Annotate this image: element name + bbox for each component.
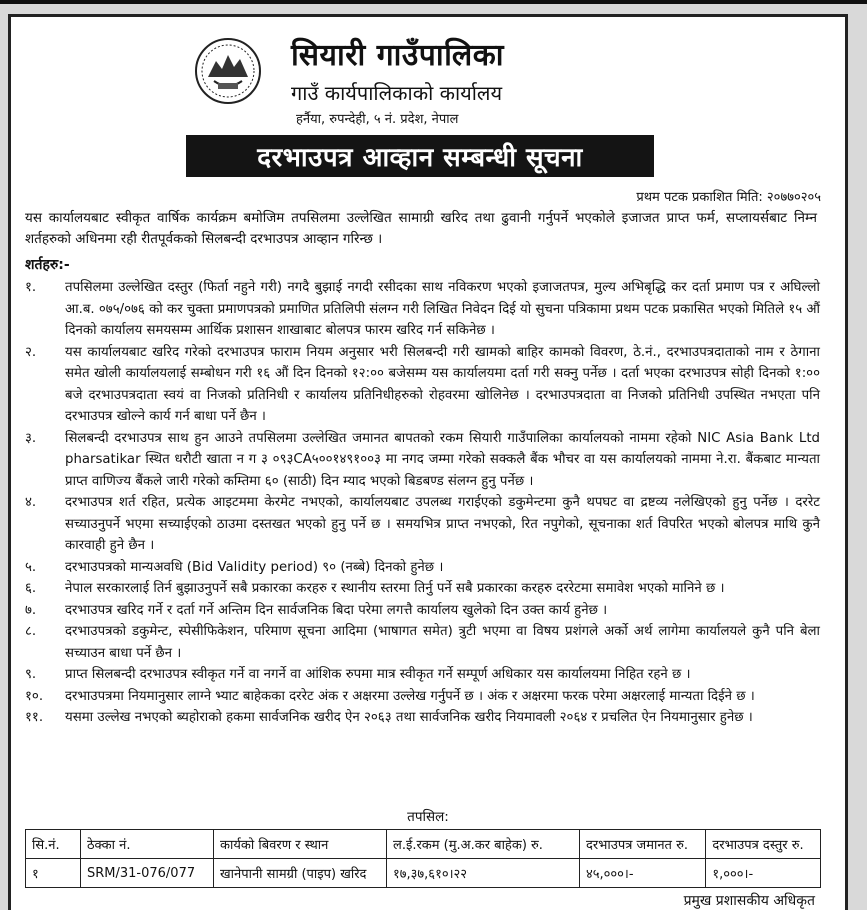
term-text: प्राप्त सिलबन्दी दरभाउपत्र स्वीकृत गर्ने वा नगर्ने वा आंशिक रुपमा मात्र स्वीकृत गर्ने सम्पूर्ण अधिकार यस कार्यालयमा निहित रहने छ । [65, 667, 691, 682]
municipality-title: सियारी गाउँपालिका [291, 38, 505, 73]
term-item [25, 707, 820, 729]
column-header: सि.नं. [26, 830, 81, 859]
table-cell: १,०००।- [706, 859, 821, 888]
published-date: प्रथम पटक प्रकाशित मिति: २०७७०२०५ [636, 190, 821, 205]
table-cell: १७,३७,६१०।२२ [387, 859, 580, 888]
signatory-title: प्रमुख प्रशासकीय अधिकृत [683, 893, 815, 909]
term-text: सिलबन्दी दरभाउपत्र साथ हुन आउने तपसिलमा उल्लेखित जमानत बापतको रकम सियारी गाउँपालिका कार्यालयको नाममा रहेको NIC Asia Bank Ltd pharsatikar स्थित धरौटी खाता न ग ३ ०९३CA५००१४९१००३ मा नगद जम्मा गरेको सक्कलै बैंक भौचर वा यस कार्यालयको नाममा ने.रा. बैंकबाट मान्यता प्राप्त वाणिज्य बैंकले जारी गरेको कम्तिमा ६० (साठी) दिन म्याद भएको बिडबण्ड संलग्न हुनु पर्नेछ । [65, 430, 820, 489]
column-header: दरभाउपत्र जमानत रु. [580, 830, 706, 859]
table-row [26, 859, 821, 888]
table-cell: खानेपानी सामग्री (पाइप) खरिद [214, 859, 387, 888]
term-number: १. [25, 280, 37, 295]
term-item [25, 621, 820, 664]
schedule-table [25, 829, 821, 888]
office-address: हर्नैया, रुपन्देही, ५ नं. प्रदेश, नेपाल [296, 112, 459, 127]
term-text: यस कार्यालयबाट खरिद गरेको दरभाउपत्र फाराम नियम अनुसार भरी सिलबन्दी गरी खामको बाहिर कामको विवरण, ठे.नं., दरभाउपत्रदाताको नाम र ठेगाना समेत खोली कार्यालयलाई सम्बोधन गरी १६ औं दिन दिनको १२:०० बजेसम्म यस कार्यालयमा दर्ता गरी सक्नु पर्नेछ । दर्ता भएका दरभाउपत्र सोही दिनको १:०० बजे दरभाउपत्रदाता स्वयं वा निजको प्रतिनिधी र कार्यालय प्रतिनिधीहरुको रोहवरमा खोलिनेछ । दरभाउपत्रदाता वा निजको प्रतिनिधी उपस्थित नभएता पनि दरभाउपत्र खोल्ने कार्य गर्न बाधा पर्ने छैन । [65, 344, 821, 424]
term-item [25, 277, 820, 342]
term-item [25, 342, 820, 428]
term-number: ७. [25, 602, 37, 618]
letterhead [11, 17, 845, 137]
term-text: तपसिलमा उल्लेखित दस्तुर (फिर्ता नहुने गरी) नगदै बुझाई नगदी रसीदका साथ नविकरण भएको इजाजतपत्र, मुल्य अभिबृद्धि कर दर्ता प्रमाण पत्र र अघिल्लो आ.ब. ०७५/०७६ को कर चुक्ता प्रमाणपत्रको प्रमाणित प्रतिलिपी संलग्न गरी लिखित निवेदन दिई यो सुचना पत्रिकामा प्रथम पटक प्रकासित भएको मितिले १५ औं दिनको कार्यालय समयसम्म आर्थिक प्रशासन शाखाबाट बोलपत्र फारम खरिद गर्न सकिनेछ । [65, 280, 820, 338]
term-item [25, 686, 820, 708]
term-number: ८. [25, 624, 37, 639]
term-text: दरभाउपत्र शर्त रहित, प्रत्येक आइटममा केरमेट नभएको, कार्यालयबाट उपलब्ध गराईएको डकुमेन्टमा कुनै थपघट वा द्रष्टव्य नलेखिएको हुनु पर्नेछ । दररेट सच्याउनुपर्ने भएमा सच्याईएको ठाउमा दस्तखत भएको हुनु पर्ने छ । समयभित्र प्राप्त नभएको, रित नपुगेको, सूचनाका शर्त विपरित भएको बोलपत्र माथि कुनै कारवाही हुने छैन । [65, 495, 820, 553]
term-number: ३. [25, 430, 37, 446]
term-number: ५. [25, 559, 37, 575]
top-rule [0, 0, 867, 4]
terms-list [25, 277, 820, 729]
term-number: ९. [25, 667, 37, 682]
office-subtitle: गाउँ कार्यपालिकाको कार्यालय [291, 81, 503, 105]
term-text: दरभाउपत्रमा नियमानुसार लाग्ने भ्याट बाहेकका दररेट अंक र अक्षरमा उल्लेख गर्नुपर्ने छ । अंक र अक्षरमा फरक परेमा अक्षरलाई मान्यता दिईने छ । [65, 688, 755, 704]
table-cell: १ [26, 859, 81, 888]
term-number: ६. [25, 581, 37, 596]
term-item [25, 578, 820, 600]
column-header: ठेक्का नं. [81, 830, 214, 859]
term-number: ४. [25, 495, 37, 510]
term-text: दरभाउपत्रको मान्यअवधि (Bid Validity period) ९० (नब्बे) दिनको हुनेछ । [65, 559, 444, 575]
term-item [25, 428, 820, 493]
term-item [25, 664, 820, 686]
term-text: दरभाउपत्रको डकुमेन्ट, स्पेसीफिकेशन, परिमाण सूचना आदिमा (भाषागत समेत) त्रुटी भएमा वा विषय प्रशंगले अर्को अर्थ लागेमा कार्यालयले कुनै पनि बेला सच्याउन बाधा पर्ने छैन । [65, 624, 820, 661]
term-item [25, 600, 820, 622]
term-number: २. [25, 344, 37, 360]
term-number: ११. [25, 710, 44, 725]
notice-page [8, 14, 848, 910]
table-header-row [26, 830, 821, 859]
notice-intro: यस कार्यालयबाट स्वीकृत वार्षिक कार्यक्रम बमोजिम तपसिलमा उल्लेखित सामाग्री खरिद तथा ढुवानी गर्नुपर्ने भएकोले इजाजत प्राप्त फर्म, सप्लायर्सबाट निम्न शर्तहरुको अधिनमा रही रीतपूर्वकको सिलबन्दी दरभाउपत्र आव्हान गरिन्छ । [25, 210, 817, 247]
notice-title: दरभाउपत्र आव्हान सम्बन्धी सूचना [186, 135, 654, 177]
table-cell: ४५,०००।- [580, 859, 706, 888]
column-header: ल.ई.रकम (मु.अ.कर बाहेक) रु. [387, 830, 580, 859]
column-header: कार्यको बिवरण र स्थान [214, 830, 387, 859]
table-cell: SRM/31-076/077 [81, 859, 214, 888]
nepal-emblem-icon [194, 37, 262, 105]
term-item [25, 557, 820, 579]
term-text: दरभाउपत्र खरिद गर्ने र दर्ता गर्ने अन्तिम दिन सार्वजनिक बिदा परेमा लगत्तै कार्यालय खुलेको दिन उक्त कार्य हुनेछ । [65, 602, 608, 618]
term-text: नेपाल सरकारलाई तिर्न बुझाउनुपर्ने सबै प्रकारका करहरु र स्थानीय स्तरमा तिर्नु पर्ने सबै प्रकारका करहरु दररेटमा समावेश भएको मानिने छ । [65, 581, 725, 596]
column-header: दरभाउपत्र दस्तुर रु. [706, 830, 821, 859]
schedule-label: तपसिल: [407, 809, 449, 825]
term-number: १०. [25, 688, 44, 704]
term-item [25, 492, 820, 557]
term-text: यसमा उल्लेख नभएको ब्यहोराको हकमा सार्वजनिक खरीद ऐन २०६३ तथा सार्वजनिक खरीद नियमावली २०६४ र प्रचलित ऐन नियमानुसार हुनेछ । [65, 710, 753, 725]
terms-heading: शर्तहरु:- [25, 257, 70, 273]
